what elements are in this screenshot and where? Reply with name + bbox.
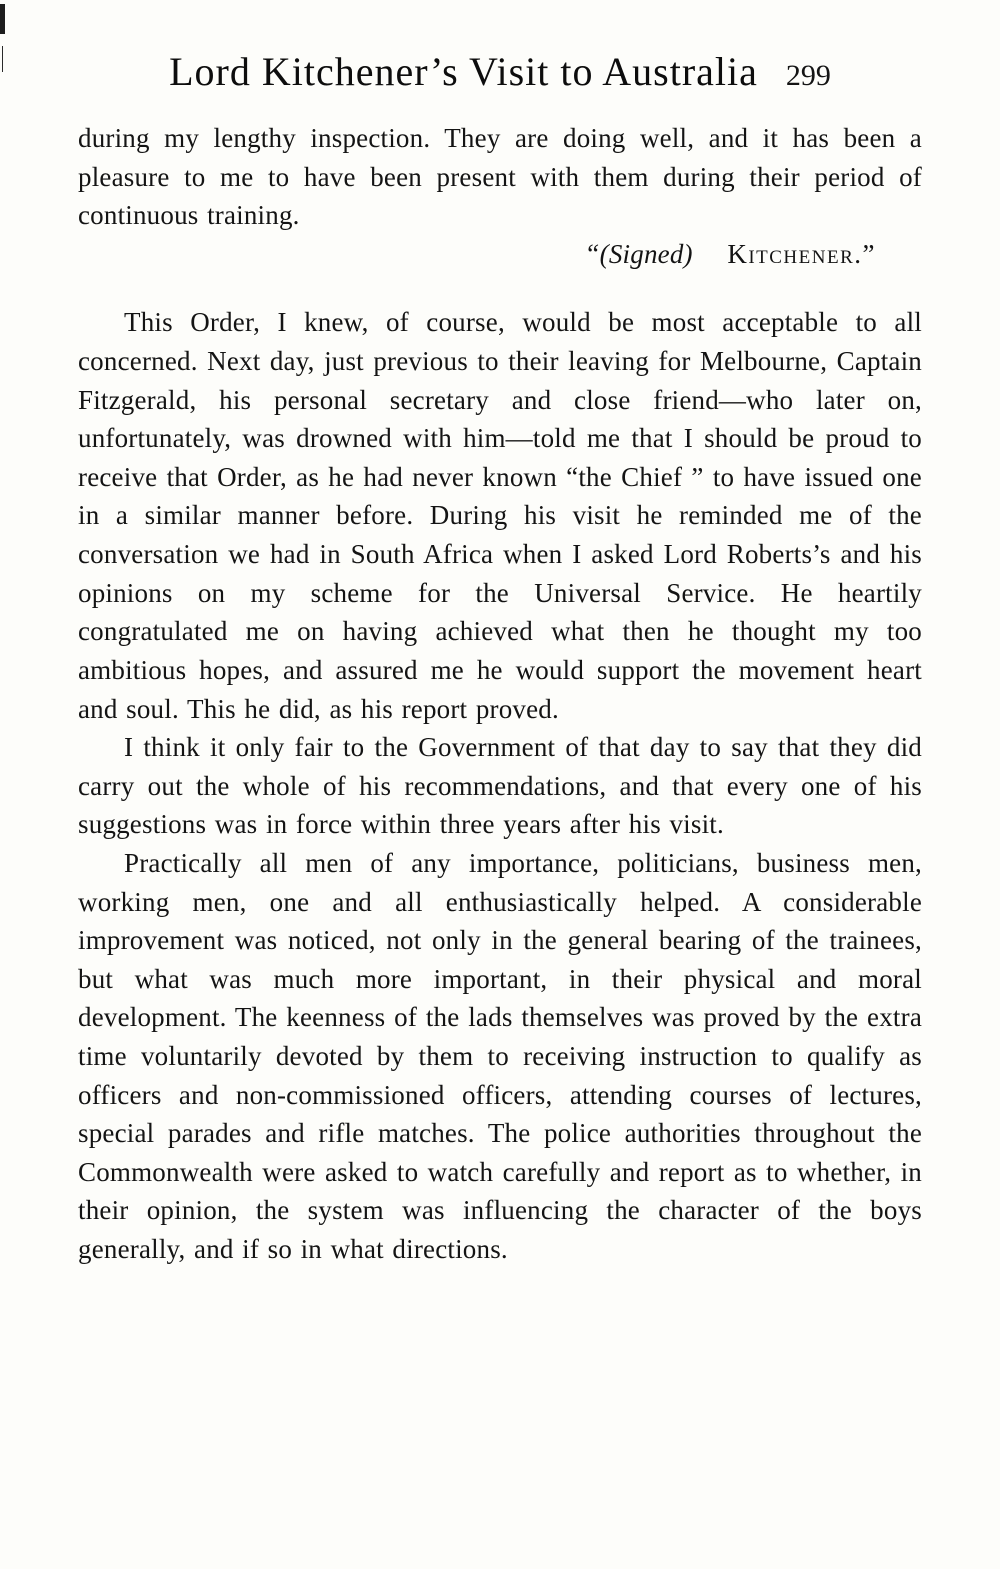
page-title: Lord Kitchener’s Visit to Australia [169,49,758,94]
scan-artifact [0,4,5,34]
page-header [78,48,922,95]
body-paragraph: during my lengthy inspection. They are doing well, and it has been a pleasure to me to have been present with them during their period of continuous training. [78,123,922,231]
signature-name: Kitchener.” [727,238,876,269]
page-body [78,119,922,1269]
body-paragraph: This Order, I knew, of course, would be most acceptable to all concerned. Next day, just previous to their leaving for Melbourne, Captain Fitzgerald, his personal secretary and close friend—who later on, unfortunately, was drowned with him—told me that I should be proud to receive that Order, as he had never known “the Chief ” to have issued one in a similar manner before. During his visit he reminded me of the conversation we had in South Africa when I asked Lord Roberts’s and his opinions on my scheme for the Universal Service. He heartily congratulated me on having achieved what then he thought my too ambitious hopes, and assured me he would support the movement heart and soul. This he did, as his report proved. [78,307,922,724]
body-paragraph: I think it only fair to the Government of that day to say that they did carry out the whole of his recommendations, and that every one of his suggestions was in force within three years after his visit. [78,732,922,840]
body-paragraph: Practically all men of any importance, politicians, business men, working men, one and all enthusiastically helped. A considerable improvement was noticed, not only in the general bearing of the trainees, but what was much more important, in their physical and moral development. The keenness of the lads themselves was proved by the extra time voluntarily devoted by them to receiving instruction to qualify as officers and non-commissioned officers, attending courses of lectures, special parades and rifle matches. The police authorities throughout the Commonwealth were asked to watch carefully and report as to whether, in their opinion, the system was influencing the character of the boys generally, and if so in what directions. [78,847,922,1265]
signature-line [78,235,922,274]
signature-signed: “(Signed) [584,238,693,269]
page-number: 299 [785,59,831,92]
